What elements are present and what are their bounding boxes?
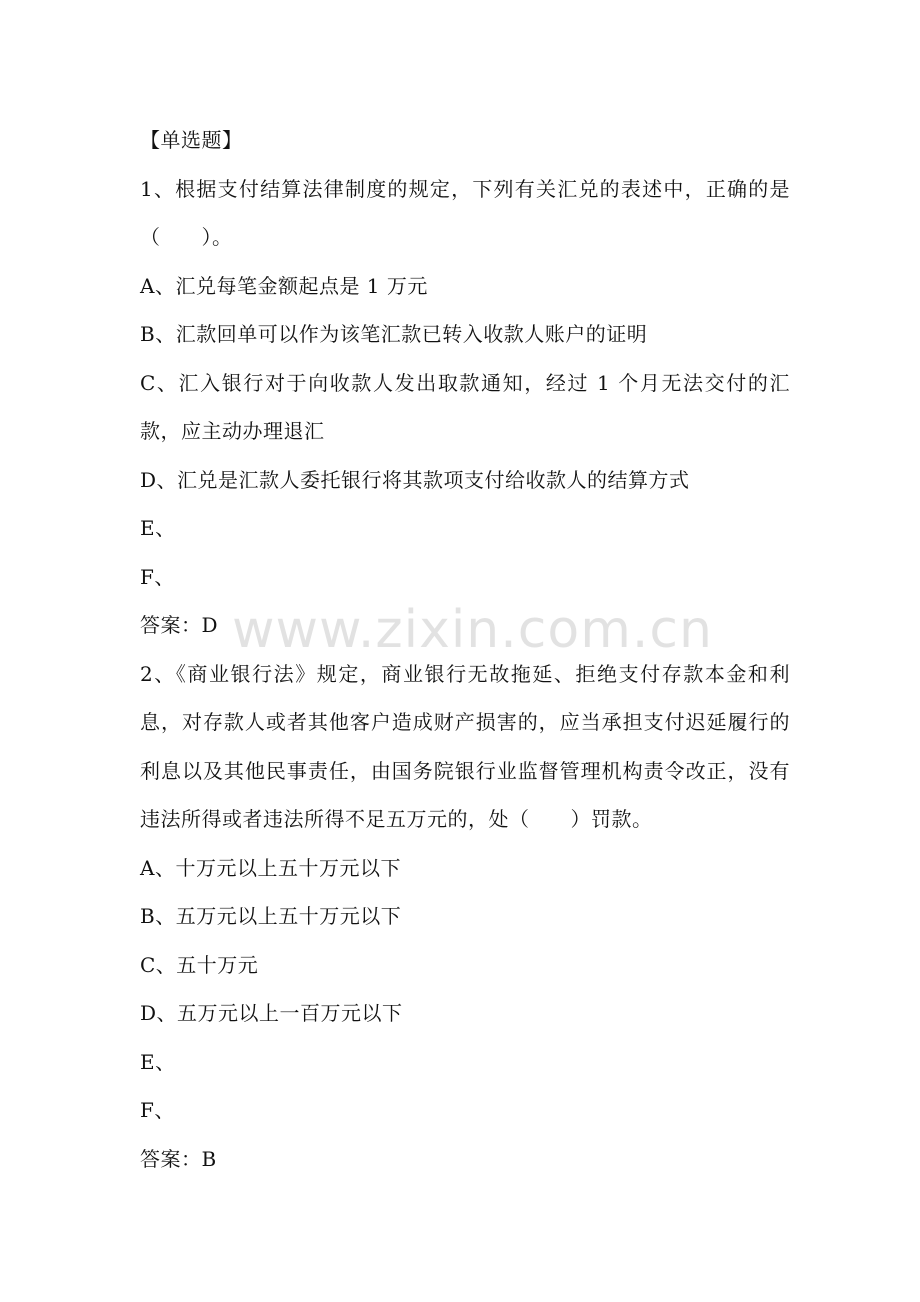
question-1-option-f: F、 [140, 564, 175, 589]
question-2-answer: 答案：B [140, 1146, 217, 1171]
question-2-option-b: B、五万元以上五十万元以下 [140, 904, 402, 928]
question-1-stem: 1、根据支付结算法律制度的规定，下列有关汇兑的表述中，正确的是（ ）。 [140, 176, 790, 249]
question-2-option-f: F、 [140, 1098, 175, 1122]
section-heading: 【单选题】 [140, 128, 243, 152]
question-2-option-c: C、五十万元 [140, 952, 259, 977]
question-2-option-d: D、五万元以上一百万元以下 [140, 1001, 403, 1025]
question-1-option-e: E、 [140, 516, 176, 540]
question-1-answer: 答案：D [140, 613, 219, 637]
question-1-option-a: A、汇兑每笔金额起点是 1 万元 [140, 273, 428, 298]
question-1-option-c: C、汇入银行对于向收款人发出取款通知，经过 1 个月无法交付的汇款，应主动办理退汇 [140, 370, 790, 443]
watermark: www.zixin.com.cn [232, 600, 713, 660]
question-1-option-d: D、汇兑是汇款人委托银行将其款项支付给收款人的结算方式 [140, 467, 690, 492]
question-1-option-b: B、汇款回单可以作为该笔汇款已转入收款人账户的证明 [140, 322, 648, 346]
question-2-option-e: E、 [140, 1049, 176, 1074]
question-2-option-a: A、十万元以上五十万元以下 [140, 855, 401, 880]
question-2-stem: 2、《商业银行法》规定，商业银行无故拖延、拒绝支付存款本金和利息，对存款人或者其他客户造成财产损害的，应当承担支付迟延履行的利息以及其他民事责任，由国务院银行业监督管理机构责令改正，没有违法所得或者违法所得不足五万元的，处（ ）罚款。 [140, 661, 790, 831]
